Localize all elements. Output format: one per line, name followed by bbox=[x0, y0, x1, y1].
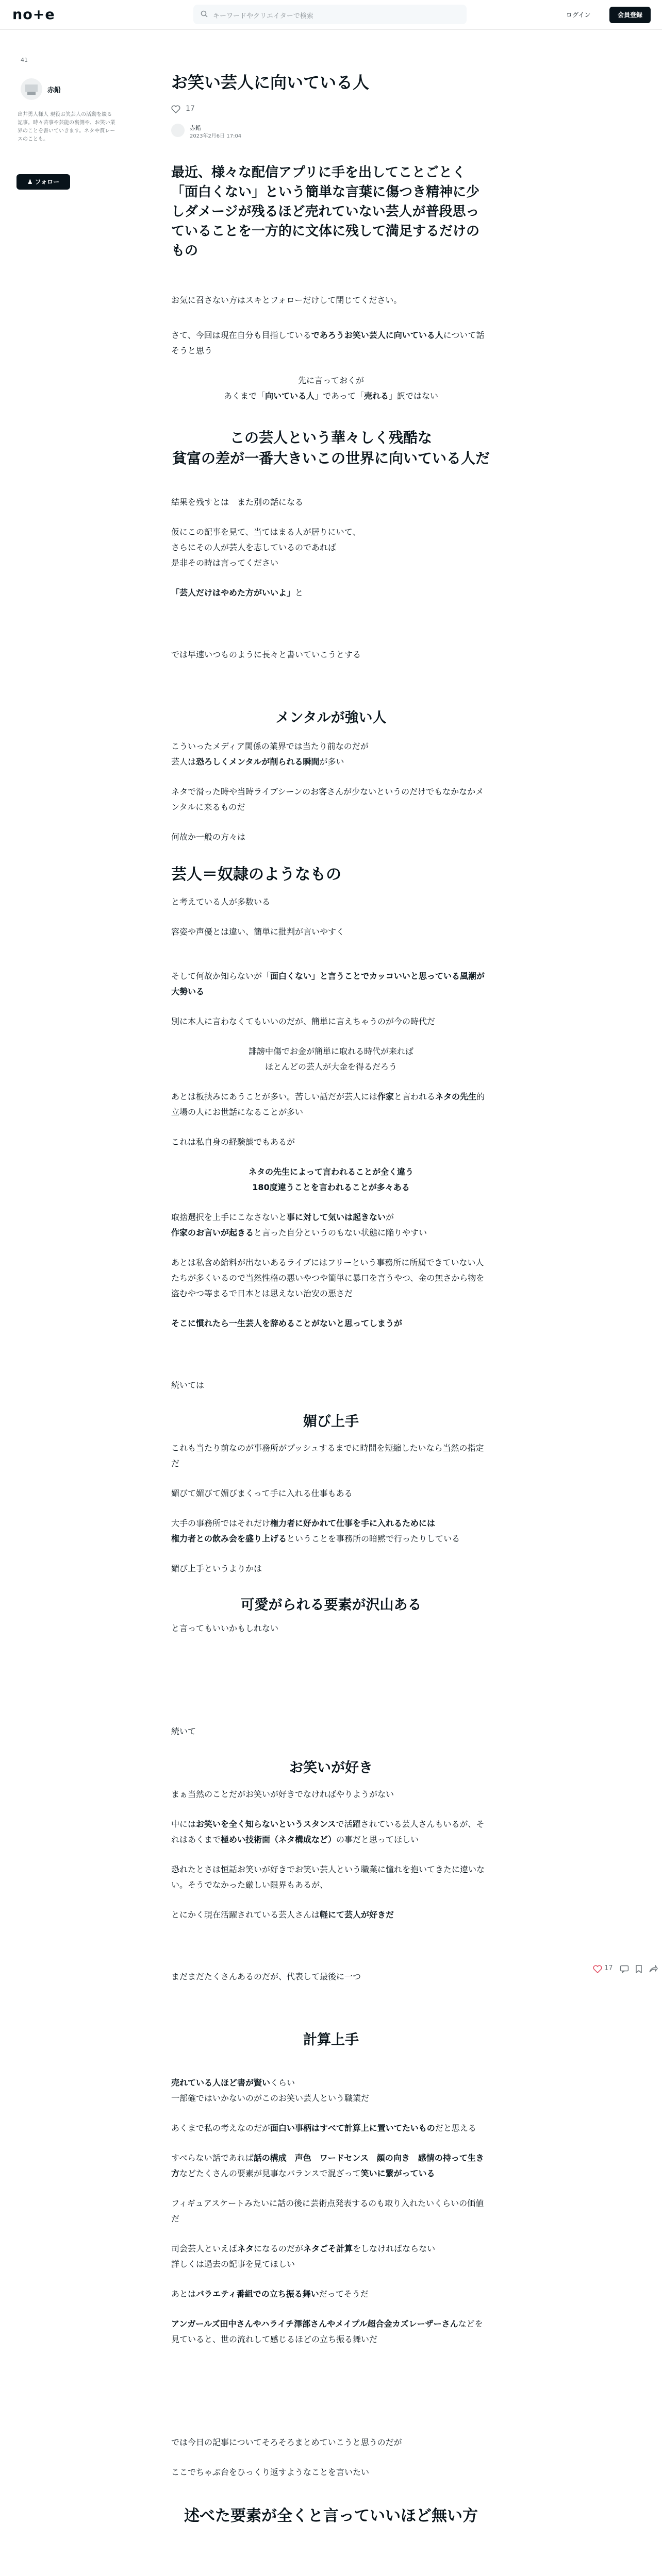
paragraph: 作家のお言いが起きると言った自分というのもない状態に陥りやすい bbox=[171, 1228, 427, 1238]
paragraph: 売れている人ほど書が賢いくらい bbox=[171, 2078, 295, 2088]
paragraph: では今日の記事についてそろそろまとめていこうと思うのだが bbox=[171, 2437, 402, 2447]
share-icon[interactable] bbox=[649, 1965, 658, 1973]
login-link[interactable]: ログイン bbox=[566, 11, 591, 19]
paragraph: 是非その時は言ってください bbox=[171, 558, 279, 568]
paragraph: 仮にこの記事を見て、当てはまる人が居りにいて、 bbox=[171, 527, 361, 537]
heart-icon[interactable] bbox=[593, 1965, 602, 1973]
bookmark-icon[interactable] bbox=[635, 1965, 642, 1973]
paragraph: まだまだたくさんあるのだが、代表して最後に一つ bbox=[171, 1972, 361, 1981]
section-heading: 可愛がられる要素が沢山ある bbox=[240, 1597, 422, 1613]
sidebar-count: 41 bbox=[21, 57, 28, 63]
section-heading: この芸人という華々しく残酷な bbox=[229, 429, 432, 446]
paragraph-center: あくまで「向いている人」であって「売れる」訳ではない bbox=[224, 391, 438, 401]
user-plus-icon: ♟ bbox=[27, 178, 35, 185]
paragraph: あくまで私の考えなのだが面白い事柄はすべて計算上に置いてたいものだと思える bbox=[171, 2123, 476, 2133]
author-row bbox=[171, 124, 491, 139]
author-avatar[interactable] bbox=[21, 78, 42, 100]
paragraph: 大手の事務所ではそれだけ権力者に好かれて仕事を手に入れるためには bbox=[171, 1518, 436, 1528]
section-heading: 芸人＝奴隷のようなもの bbox=[171, 866, 341, 884]
author-small-name[interactable]: 赤鉛 bbox=[190, 125, 201, 131]
avatar-illustration-icon bbox=[21, 78, 42, 100]
follow-label: フォロー bbox=[35, 178, 60, 185]
search-icon bbox=[201, 10, 208, 18]
paragraph: 続いて bbox=[171, 1726, 196, 1736]
paragraph: そこに慣れたら一生芸人を辞めることがないと思ってしまうが bbox=[171, 1318, 403, 1328]
paragraph: 媚びて媚びて媚びまくって手に入れる仕事もある bbox=[171, 1488, 353, 1498]
paragraph: 詳しくは過去の記事を見てほしい bbox=[171, 2259, 295, 2269]
paragraph: 続いては bbox=[171, 1380, 205, 1390]
paragraph: 「芸人だけはやめた方がいいよ」と bbox=[171, 588, 304, 598]
paragraph-center: 誹謗中傷でお金が簡単に取れる時代が来れば bbox=[248, 1046, 413, 1056]
paragraph: あとは板挟みにあうことが多い。苦しい話だが芸人には作家と言われるネタの先生的立場の人にお世話になることが多い bbox=[171, 1092, 485, 1117]
paragraph: アンガールズ田中さんやハライチ澤部さんやメイプル超合金カズレーザーさんなどを見ていると、世の流れして感じるほどの立ち振る舞いだ bbox=[171, 2319, 483, 2344]
search-placeholder: キーワードやクリエイターで検索 bbox=[213, 12, 313, 20]
paragraph: 司会芸人といえばネタになるのだがネタごそ計算をしなければならない bbox=[171, 2244, 436, 2253]
search-bar[interactable] bbox=[193, 5, 467, 24]
paragraph: 別に本人に言わなくてもいいのだが、簡単に言えちゃうのが今の時代だ bbox=[171, 1016, 436, 1026]
section-heading: お笑いが好き bbox=[289, 1760, 373, 1776]
section-heading: 媚び上手 bbox=[303, 1414, 359, 1430]
paragraph: と考えている人が多数いる bbox=[171, 897, 271, 907]
paragraph-center: ネタの先生によって言われることが全く違う bbox=[248, 1167, 413, 1177]
paragraph: お気に召さない方はスキとフォローだけして閉じてください。 bbox=[171, 295, 402, 305]
signup-button[interactable]: 会員登録 bbox=[609, 7, 651, 23]
section-heading: 貧富の差が一番大きいこの世界に向いている人だ bbox=[172, 450, 490, 467]
paragraph: 媚び上手というよりかは bbox=[171, 1564, 262, 1573]
paragraph: そして何故か知らないが「面白くない」と言うことでカッコいいと思っている風潮が大勢いる bbox=[171, 971, 485, 996]
paragraph: では早速いつものように長々と書いていこうとする bbox=[171, 650, 361, 659]
paragraph: 容姿や声優とは違い、簡単に批判が言いやすく bbox=[171, 927, 345, 937]
paragraph: 恐れたとさは恒話お笑いが好きでお笑い芸人という職業に憧れを抱いてきたに違いない。そうでなかった厳しい限界もあるが、 bbox=[171, 1865, 485, 1890]
floating-like-count: 17 bbox=[604, 1964, 613, 1972]
paragraph: すべらない話であれば話の構成 声色 ワードセンス 顔の向き 感情の持って生き方などたくさんの要素が見事なバランスで混ざって笑いに繋がっている bbox=[171, 2153, 484, 2178]
paragraph: こういったメディア関係の業界では当たり前なのだが bbox=[171, 741, 369, 751]
paragraph: あとはバラエティ番組での立ち振る舞いだってそうだ bbox=[171, 2289, 369, 2299]
paragraph: とにかく現在活躍されている芸人さんは軽にて芸人が好きだ bbox=[171, 1910, 394, 1920]
paragraph: と言ってもいいかもしれない bbox=[171, 1623, 279, 1633]
paragraph: まぁ当然のことだがお笑いが好きでなければやりようがない bbox=[171, 1789, 394, 1799]
follow-button[interactable] bbox=[16, 174, 70, 190]
author-name[interactable]: 赤鉛 bbox=[47, 87, 61, 94]
lead-text: 最近、様々な配信アプリに手を出してことごとく「面白くない」という簡単な言葉に傷つき精神に少しダメージが残るほど売れていない芸人が普段思っていることを一方的に文体に残して満足するだけのもの bbox=[171, 165, 480, 259]
paragraph: 中にはお笑いを全く知らないというスタンスで活躍されている芸人さんもいるが、それはあくまで極めい技術面（ネタ構成など）の事だと思ってほしい bbox=[171, 1819, 485, 1844]
paragraph: これは私自身の経験談でもあるが bbox=[171, 1137, 295, 1147]
author-small-avatar[interactable] bbox=[171, 124, 185, 137]
floating-action-bar bbox=[593, 1963, 660, 1975]
page-title: お笑い芸人に向いている人 bbox=[171, 73, 370, 92]
like-row bbox=[171, 104, 491, 114]
author-bio: 出井勇人様人 現役お笑芸人の活動を綴る記事。時々芸事や芸能の裏側や、お笑い業界のことを書いていきます。ネタや賞レースのことも。 bbox=[18, 112, 115, 142]
paragraph: ネタで滑った時や当時ライブシーンのお客さんが少ないというのだけでもなかなかメンタルに来るものだ bbox=[171, 787, 484, 812]
paragraph-center: 180度違うことを言われることが多々ある bbox=[252, 1182, 410, 1192]
paragraph: 結果を残すとは また別の話になる bbox=[171, 497, 304, 507]
paragraph: 一部確ではいかないのがこのお笑い芸人という職業だ bbox=[171, 2093, 370, 2103]
note-logo[interactable]: no+e bbox=[12, 7, 55, 23]
paragraph-center: 先に言っておくが bbox=[297, 376, 364, 385]
paragraph: 何故か一般の方々は bbox=[171, 832, 246, 842]
paragraph: これも当たり前なのが事務所がプッシュするまでに時間を短縮したいなら当然の指定だ bbox=[171, 1443, 484, 1468]
paragraph: フィギュアスケートみたいに話の後に芸術点発表するのも取り入れたいくらいの価値だ bbox=[171, 2198, 484, 2224]
heart-icon[interactable] bbox=[171, 105, 180, 113]
like-count: 17 bbox=[186, 105, 195, 113]
paragraph: さらにその人が芸人を志しているのであれば bbox=[171, 543, 337, 552]
section-heading: 述べた要素が全くと言っていいほど無い方 bbox=[184, 2507, 478, 2525]
paragraph: あとは私含め給料が出ないあるライブにはフリーという事務所に所属できていない人たちが多くいるので当然性格の悪いやつや簡単に暴口を言うやつ、金の無さから物を盗むやつ等まるで日本とは思えない治安の悪さだ bbox=[171, 1258, 485, 1298]
paragraph: 権力者との飲み会を盛り上げるということを事務所の暗黙で行ったりしている bbox=[171, 1534, 460, 1544]
paragraph: 取捨選択を上手にこなさないと事に対して気いは起きないが bbox=[171, 1212, 394, 1222]
paragraph: さて、今回は現在自分も目指しているであろうお笑い芸人に向いている人について話そうと思う bbox=[171, 330, 485, 355]
paragraph: 芸人は恐ろしくメンタルが削られる瞬間が多い bbox=[171, 757, 344, 767]
section-heading: メンタルが強い人 bbox=[275, 710, 387, 726]
paragraph-center: ほとんどの芸人が大金を得るだろう bbox=[264, 1062, 397, 1072]
comment-icon[interactable] bbox=[620, 1965, 629, 1973]
paragraph: ここでちゃぶ台をひっくり返すようなことを言いたい bbox=[171, 2467, 370, 2477]
section-heading: 計算上手 bbox=[303, 2032, 359, 2048]
top-header bbox=[0, 0, 662, 30]
publish-date: 2023年2月6日 17:04 bbox=[190, 133, 242, 139]
article-body bbox=[171, 71, 491, 2527]
